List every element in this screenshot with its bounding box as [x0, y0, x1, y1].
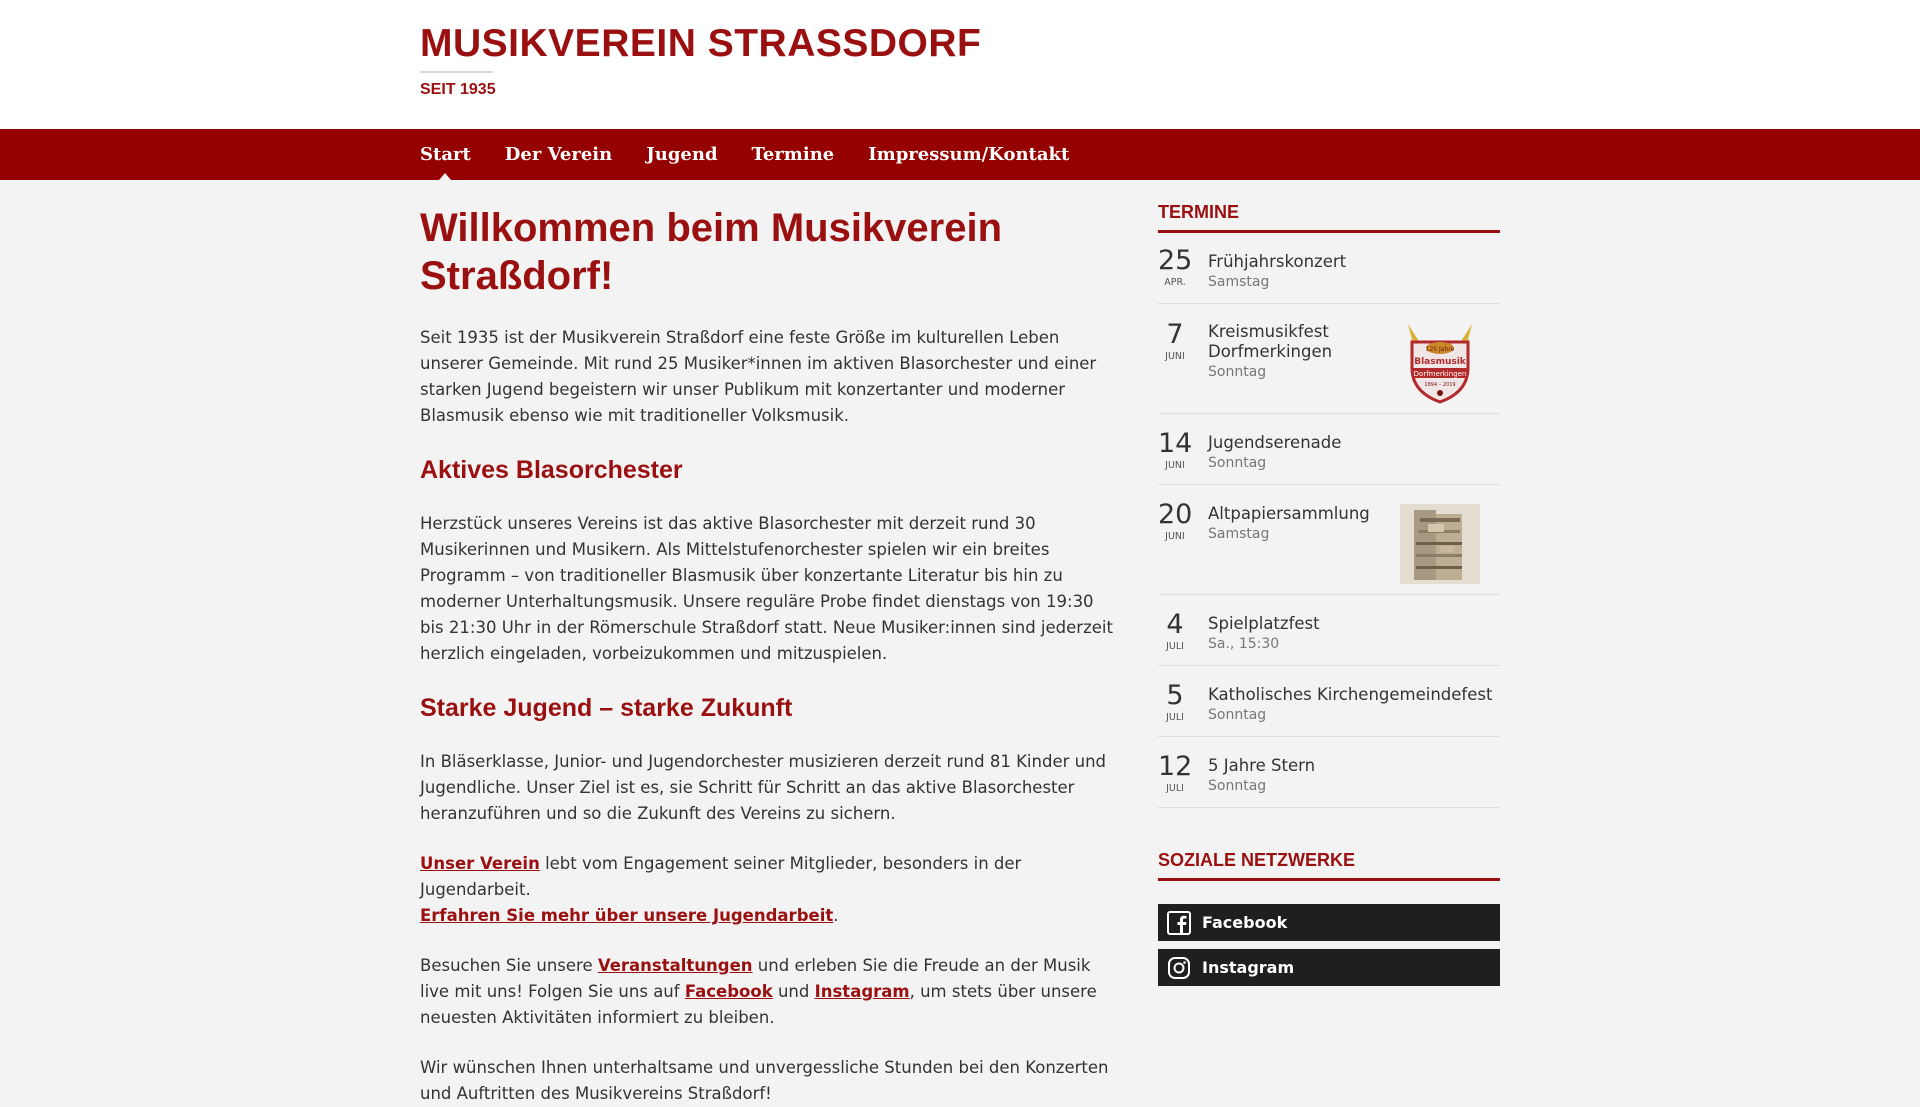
badge-jahre: 125 Jahre — [1425, 346, 1455, 353]
event-day: 7 — [1166, 319, 1184, 350]
main-navigation — [0, 129, 1920, 180]
event-when: Sonntag — [1208, 364, 1267, 380]
social-widget-title: SOZIALE NETZWERKE — [1158, 848, 1500, 881]
nav-item-der-verein[interactable]: Der Verein — [504, 144, 613, 165]
nav-item-termine[interactable]: Termine — [751, 144, 835, 165]
blasmusik-badge-image[interactable] — [1400, 320, 1480, 400]
event-month: JULI — [1166, 783, 1184, 794]
facebook-button[interactable] — [1158, 904, 1500, 941]
section-heading-blasorchester: Aktives Blasorchester — [420, 456, 683, 484]
event-when: Sonntag — [1208, 707, 1267, 723]
facebook-label: Facebook — [1202, 913, 1288, 932]
event-item[interactable] — [1158, 233, 1500, 304]
event-month: JUNI — [1165, 351, 1185, 362]
event-day: 4 — [1166, 609, 1184, 640]
event-month: JUNI — [1165, 460, 1185, 471]
sidebar — [1158, 200, 1500, 986]
visit-text-3: und — [772, 982, 815, 1001]
event-name[interactable]: Katholisches Kirchengemeindefest — [1208, 685, 1493, 704]
site-tagline: SEIT 1935 — [420, 81, 496, 98]
event-day: 12 — [1158, 751, 1193, 782]
visit-text-4: , um stets über unsere neuesten Aktivitäten informiert zu bleiben. — [420, 982, 1097, 1027]
site-title[interactable]: MUSIKVEREIN STRASSDORF — [420, 22, 982, 65]
unser-verein-link[interactable]: Unser Verein — [420, 854, 540, 873]
event-item[interactable] — [1158, 666, 1500, 737]
facebook-link[interactable]: Facebook — [684, 982, 773, 1001]
jugendarbeit-period: . — [833, 906, 839, 925]
event-month: JULI — [1166, 641, 1184, 652]
nav-item-start[interactable]: Start — [420, 129, 471, 180]
event-when: Sonntag — [1208, 778, 1267, 794]
visit-paragraph — [420, 953, 1120, 1031]
event-name[interactable]: Kreismusikfest Dorfmerkingen — [1208, 322, 1333, 361]
jugend-paragraph: In Bläserklasse, Junior- und Jugendorchester musizieren derzeit rund 81 Kinder und Jugendliche. Unser Ziel ist es, sie Schritt für Schritt an das aktive Blasorchester heranzuführen und so die Zukunft des Vereins zu sichern. — [420, 752, 1107, 823]
event-name[interactable]: Spielplatzfest — [1208, 614, 1320, 633]
instagram-button[interactable] — [1158, 949, 1500, 986]
event-name[interactable]: Altpapiersammlung — [1208, 504, 1370, 523]
closing-paragraph: Wir wünschen Ihnen unterhaltsame und unvergessliche Stunden bei den Konzerten und Auftritten des Musikvereins Straßdorf! — [420, 1058, 1109, 1103]
veranstaltungen-link[interactable]: Veranstaltungen — [597, 956, 753, 975]
section-heading-jugend: Starke Jugend – starke Zukunft — [420, 694, 793, 722]
event-when: Sonntag — [1208, 455, 1267, 471]
badge-dorfmerkingen: Dorfmerkingen — [1413, 370, 1467, 378]
event-day: 14 — [1158, 428, 1193, 459]
nav-item-jugend[interactable]: Jugend — [646, 144, 718, 165]
visit-text-2: und erleben Sie die Freude an der Musik live mit uns! Folgen Sie uns auf — [420, 956, 1091, 1001]
event-item[interactable] — [1158, 485, 1500, 595]
event-item[interactable] — [1158, 737, 1500, 808]
badge-blasmusik: Blasmusik — [1414, 357, 1466, 367]
event-month: JUNI — [1165, 531, 1185, 542]
event-name[interactable]: Jugendserenade — [1208, 433, 1342, 452]
blasorchester-paragraph: Herzstück unseres Vereins ist das aktive Blasorchester mit derzeit rund 30 Musikerinnen und Musikern. Als Mittelstufenorchester spielen wir ein breites Programm – von traditioneller Blasmusik über konzertante Literatur bis hin zu moderner Unterhaltungsmusik. Unsere reguläre Probe findet dienstags von 19:30 bis 21:30 Uhr in der Römerschule Straßdorf statt. Neue Musiker:innen sind jederzeit herzlich eingeladen, vorbeizukommen und mitzuspielen. — [420, 514, 1113, 663]
instagram-icon — [1166, 955, 1192, 981]
instagram-label: Instagram — [1202, 958, 1295, 977]
page-title: Willkommen beim Musikverein Straßdorf! — [420, 206, 1003, 298]
site-header — [0, 0, 1920, 129]
event-month: JULI — [1166, 712, 1184, 723]
title-divider — [420, 71, 493, 73]
event-day: 20 — [1158, 499, 1193, 530]
event-month: APR. — [1164, 277, 1186, 288]
facebook-icon — [1166, 910, 1192, 936]
jugendarbeit-link[interactable]: Erfahren Sie mehr über unsere Jugendarbeit — [420, 906, 834, 925]
event-name[interactable]: Frühjahrskonzert — [1208, 252, 1347, 271]
event-when: Samstag — [1208, 274, 1270, 290]
nav-item-impressum-kontakt[interactable]: Impressum/Kontakt — [868, 144, 1070, 165]
event-day: 25 — [1158, 245, 1193, 276]
event-item[interactable] — [1158, 595, 1500, 666]
paper-stack-image[interactable] — [1400, 504, 1480, 584]
event-name[interactable]: 5 Jahre Stern — [1208, 756, 1316, 775]
events-widget-title: TERMINE — [1158, 200, 1500, 233]
event-item[interactable] — [1158, 414, 1500, 485]
event-when: Samstag — [1208, 526, 1270, 542]
intro-paragraph: Seit 1935 ist der Musikverein Straßdorf eine feste Größe im kulturellen Leben unserer Gemeinde. Mit rund 25 Musiker*innen im aktiven Blasorchester und einer starken Jugend begeistern wir unser Publikum mit konzertanter und moderner Blasmusik ebenso wie mit traditioneller Volksmusik. — [420, 328, 1097, 425]
event-day: 5 — [1166, 680, 1184, 711]
instagram-link[interactable]: Instagram — [814, 982, 910, 1001]
event-item[interactable] — [1158, 304, 1500, 414]
main-content — [420, 200, 1120, 1107]
verein-text: lebt vom Engagement seiner Mitglieder, besonders in der Jugendarbeit. — [420, 854, 1022, 899]
visit-text-1: Besuchen Sie unsere — [420, 956, 598, 975]
event-when: Sa., 15:30 — [1208, 636, 1280, 652]
verein-paragraph — [420, 851, 1120, 929]
badge-years: 1894 – 2019 — [1424, 382, 1456, 388]
